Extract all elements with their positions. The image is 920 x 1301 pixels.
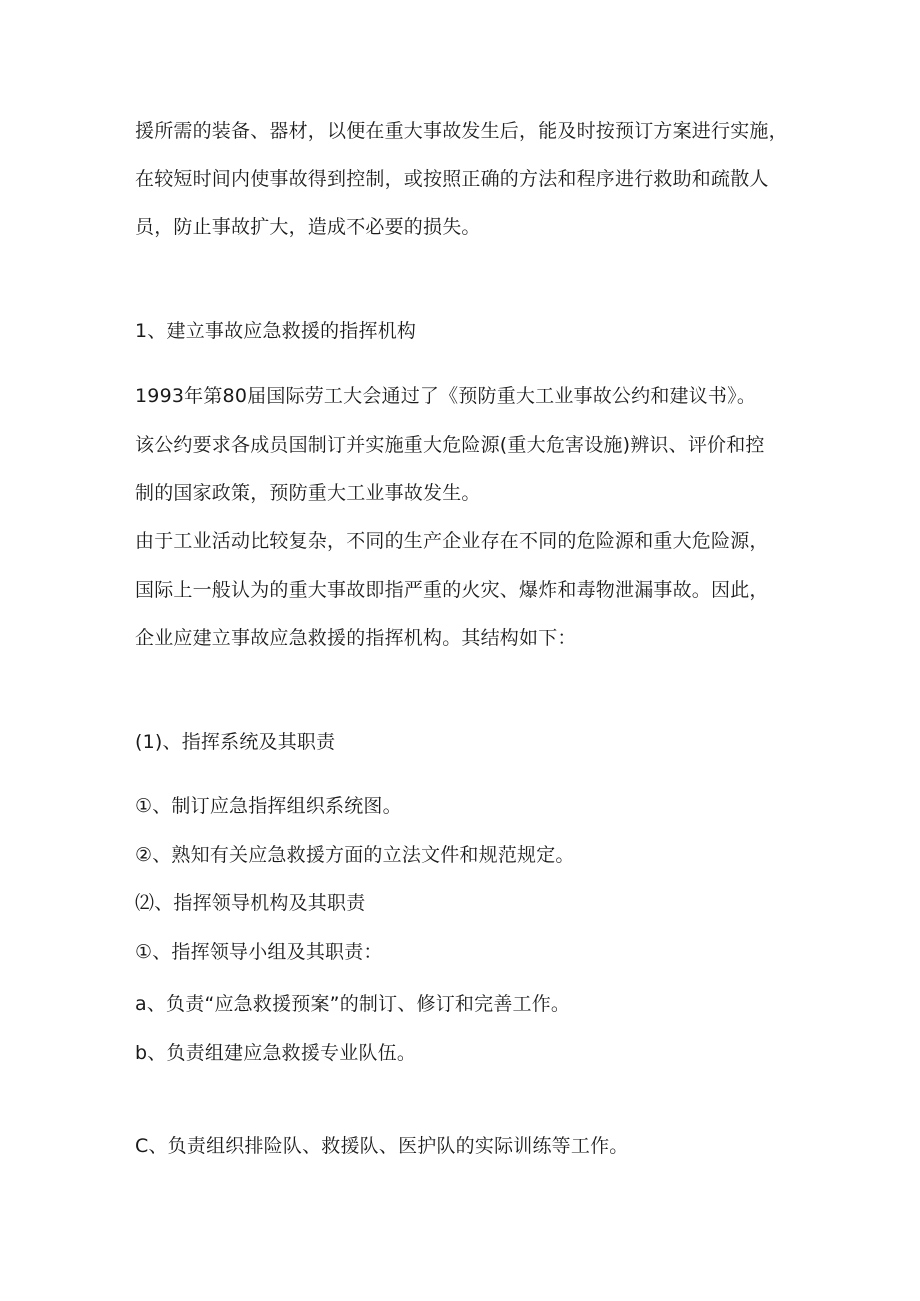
para-1-line-3: 制的国家政策，预防重大工业事故发生。	[135, 482, 481, 504]
subsection-2-item-1: ①、指挥领导小组及其职责：	[135, 941, 383, 963]
para-1-line-1: 1993年第80届国际劳工大会通过了《预防重大工业事故公约和建议书》。	[135, 385, 757, 407]
para-2-line-3: 企业应建立事故应急救援的指挥机构。其结构如下：	[135, 627, 577, 649]
para-2-line-1: 由于工业活动比较复杂，不同的生产企业存在不同的危险源和重大危险源，	[135, 530, 769, 552]
para-2-line-2: 国际上一般认为的重大事故即指严重的火灾、爆炸和毒物泄漏事故。因此，	[135, 579, 769, 601]
duty-item-c: C、负责组织排险队、救援队、医护队的实际训练等工作。	[135, 1135, 629, 1157]
section-1-heading: 1、建立事故应急救援的指挥机构	[135, 320, 417, 342]
subsection-1-item-1: ①、制订应急指挥组织系统图。	[135, 795, 402, 817]
para-1-line-2: 该公约要求各成员国制订并实施重大危险源(重大危害设施)辨识、评价和控	[135, 434, 765, 456]
intro-line-2: 在较短时间内使事故得到控制，或按照正确的方法和程序进行救助和疏散人	[135, 168, 769, 190]
subsection-2-heading: ⑵、指挥领导机构及其职责	[135, 892, 366, 914]
duty-item-b: b、负责组建应急救援专业队伍。	[135, 1042, 417, 1064]
subsection-1-heading: (1)、指挥系统及其职责	[135, 731, 336, 753]
intro-line-1: 援所需的装备、器材，以便在重大事故发生后，能及时按预订方案进行实施，	[135, 120, 788, 142]
duty-item-a: a、负责“应急救援预案”的制订、修订和完善工作。	[135, 993, 571, 1015]
subsection-1-item-2: ②、熟知有关应急救援方面的立法文件和规范规定。	[135, 844, 575, 866]
intro-line-3: 员，防止事故扩大，造成不必要的损失。	[135, 216, 481, 238]
